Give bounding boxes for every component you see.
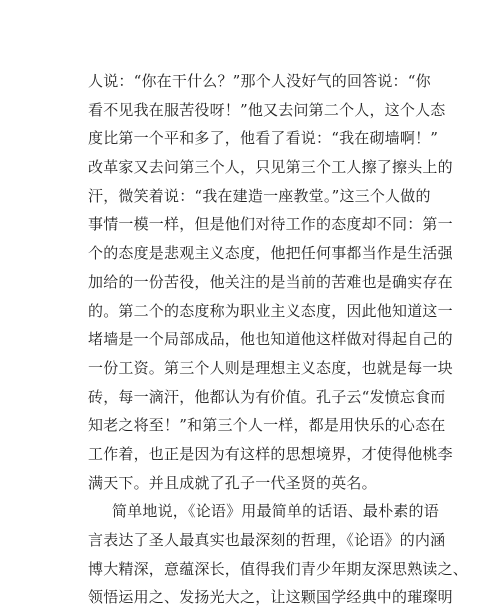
text-line-6: 事情一模一样，但是他们对待工作的态度却不同：第一 xyxy=(88,215,453,234)
text-line-12: 砖，每一滴汗，他都认为有价值。孔子云“发愤忘食而 xyxy=(88,387,446,406)
text-line-14: 工作着，也正是因为有这样的思想境界，才使得他桃李 xyxy=(88,444,453,463)
text-line-5: 汗，微笑着说：“我在建造一座教堂。”这三个人做的 xyxy=(88,186,431,205)
text-line-8: 加给的一份苦役，他关注的是当前的苦难也是确实存在 xyxy=(88,272,453,291)
text-line-17: 言表达了圣人最真实也最深刻的哲理，《论语》的内涵 xyxy=(88,531,446,549)
text-line-2: 看不见我在服苦役呀！”他又去问第二个人，这个人态 xyxy=(88,100,446,119)
text-line-4: 改革家又去问第三个人，只见第三个工人擦了擦头上的 xyxy=(88,158,453,177)
document-body-text xyxy=(88,67,469,612)
text-line-15: 满天下。并且成就了孔子一代圣贤的英名。 xyxy=(88,473,377,492)
text-line-10: 堵墙是一个局部成品，他也知道他这样做对得起自己的 xyxy=(88,330,453,349)
text-line-7: 个的态度是悲观主义态度，他把任何事都当作是生活强 xyxy=(88,244,453,263)
text-line-11: 一份工资。第三个人则是理想主义态度，也就是每一块 xyxy=(88,358,453,377)
text-line-16-paragraph-start: 简单地说，《论语》用最简单的话语、最朴素的语 xyxy=(112,502,439,521)
text-line-1: 人说：“你在干什么？”那个人没好气的回答说：“你 xyxy=(88,72,431,90)
text-line-18: 博大精深，意蕴深长，值得我们青少年期友深思熟读之、 xyxy=(88,559,469,578)
text-line-3: 度比第一个平和多了，他看了看说：“我在砌墙啊！” xyxy=(88,129,439,148)
text-line-13: 知老之将至！”和第三个人一样，都是用快乐的心态在 xyxy=(88,416,446,435)
text-line-19: 领悟运用之、发扬光大之，让这颗国学经典中的璀璨明 xyxy=(88,588,453,607)
text-line-9: 的。第二个的态度称为职业主义态度，因此他知道这一 xyxy=(88,301,453,320)
